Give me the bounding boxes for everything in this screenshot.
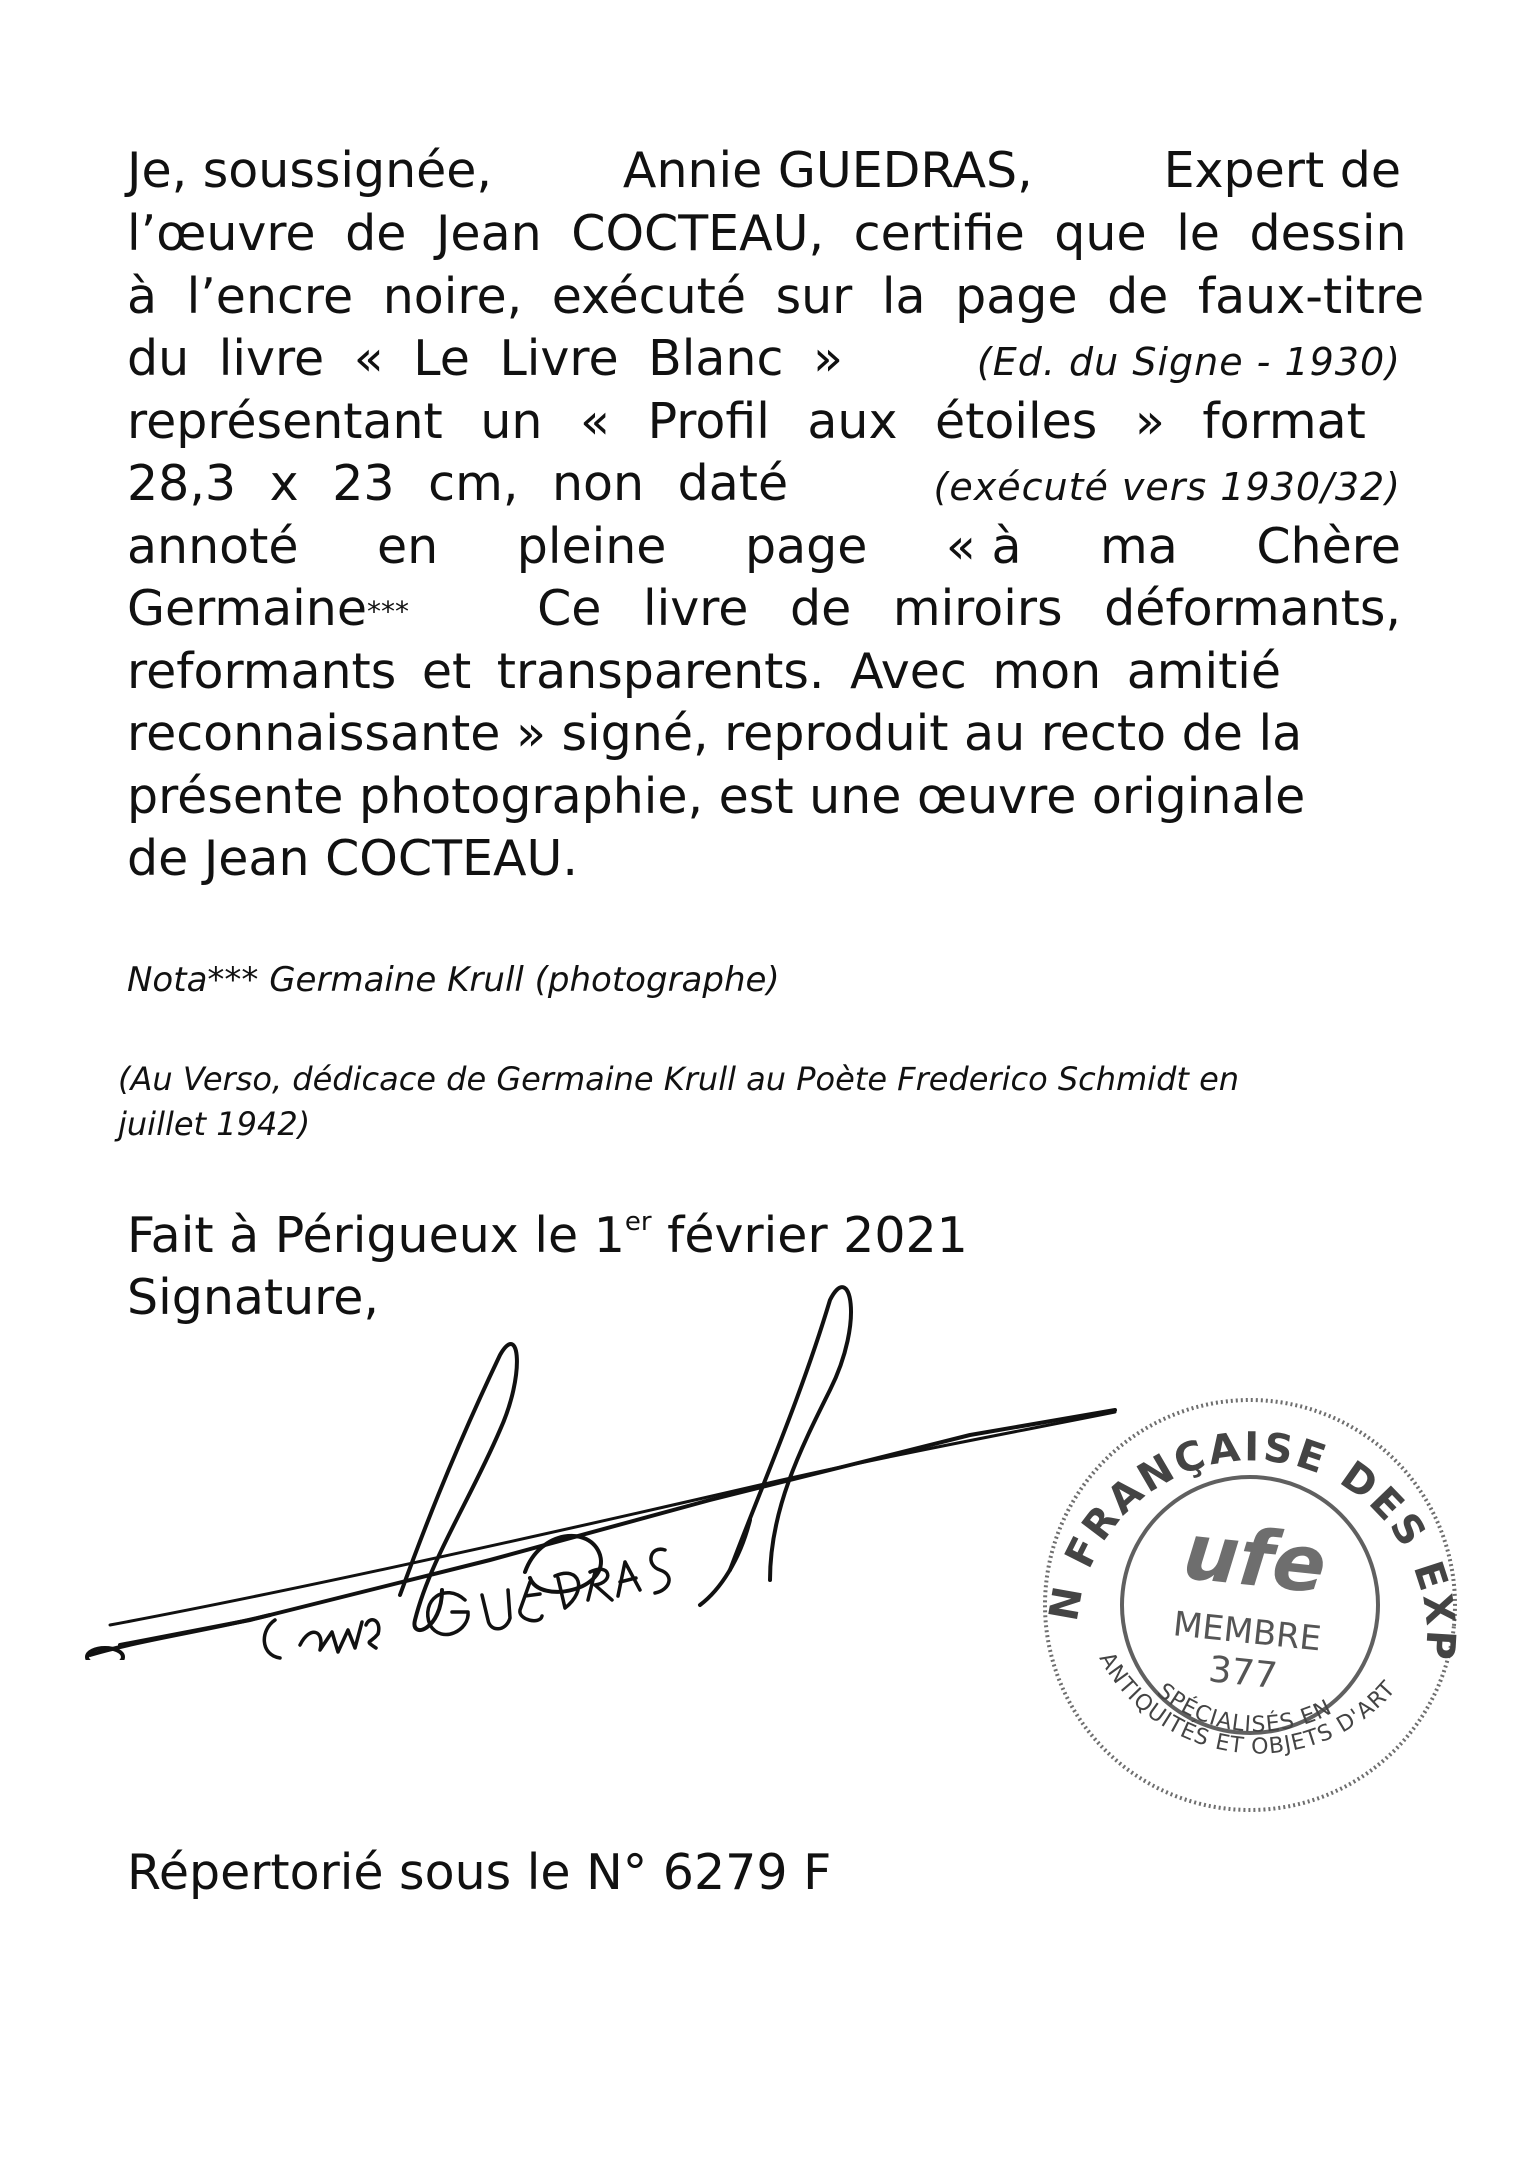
line-1-word: Je, soussignée, [127,142,493,199]
stamp-bottom-text-1: SPÉCIALISÉS EN [1152,1678,1337,1738]
line-7-word: pleine [516,518,667,575]
place-date [127,1205,968,1267]
line-12-text: de Jean COCTEAU. [127,830,578,887]
certificate-line-12 [127,828,1401,890]
certificate-line-2 [127,203,1407,265]
stamp-member-number: 377 [1206,1649,1280,1698]
line-2-text: l’œuvre de Jean COCTEAU, certifie que le dessin [127,205,1407,262]
handwritten-signature [70,1260,1160,1660]
signature-label: Signature, [127,1269,379,1326]
line-7-word: Chère [1256,518,1401,575]
expert-union-stamp [1010,1385,1490,1825]
line-10-text: reconnaissante » signé, reproduit au recto de la [127,705,1303,762]
stamp-outer-text: UNION FRANÇAISE DES EXPERTS [1040,1424,1464,1664]
verso-note-line-1: (Au Verso, dédicace de Germaine Krull au Poète Frederico Schmidt en [118,1060,1240,1098]
germaine-name: Germaine [127,580,367,637]
certificate-line-4 [127,328,1401,390]
line-3-text: à l’encre noire, exécuté sur la page de faux-titre [127,268,1425,325]
certificate-line-10 [127,703,1401,765]
line-5-text: représentant un « Profil aux étoiles » format [127,393,1366,450]
line-4-text: du livre « Le Livre Blanc » [127,330,843,387]
line-9-text: reformants et transparents. Avec mon amitié [127,643,1282,700]
line-8-text: Ce livre de miroirs déformants, [537,580,1401,637]
place-date-superscript: er [624,1207,652,1237]
stamp-member-label: MEMBRE [1171,1604,1324,1660]
line-7-word: en [377,518,439,575]
nota-line: Nota*** Germaine Krull (photographe) [127,960,780,1000]
certificate-line-11 [127,766,1401,828]
certificate-line-1 [127,140,1401,202]
note-stars: *** [366,595,409,628]
germaine-word [127,578,409,643]
stamp-logo: ufe [1179,1507,1331,1612]
line-7-word: page [744,518,868,575]
repertoire-number: Répertorié sous le N° 6279 F [127,1844,832,1901]
line-1-word: Annie GUEDRAS, [622,142,1033,199]
place-date-prefix: Fait à Périgueux le 1 [127,1207,625,1264]
line-7-word: ma [1100,518,1178,575]
certificate-line-6 [127,453,1401,515]
certificate-line-3 [127,266,1425,328]
certificate-line-5 [127,391,1401,453]
certificate-line-8 [127,578,1401,640]
line-7-word: annoté [127,518,299,575]
line-1-word: Expert de [1163,142,1401,199]
line-11-text: présente photographie, est une œuvre originale [127,768,1306,825]
verso-note-line-2: juillet 1942) [118,1105,311,1143]
edition-note: (Ed. du Signe - 1930) [976,340,1401,384]
line-6-text: 28,3 x 23 cm, non daté [127,455,789,512]
place-date-suffix: février 2021 [651,1207,968,1264]
stamp-bottom-text-2: ANTIQUITÉS ET OBJETS D'ART [1093,1648,1402,1760]
certificate-line-7 [127,516,1401,578]
line-7-word: « à [945,518,1022,575]
date-note: (exécuté vers 1930/32) [933,465,1401,509]
certificate-line-9 [127,641,1401,703]
